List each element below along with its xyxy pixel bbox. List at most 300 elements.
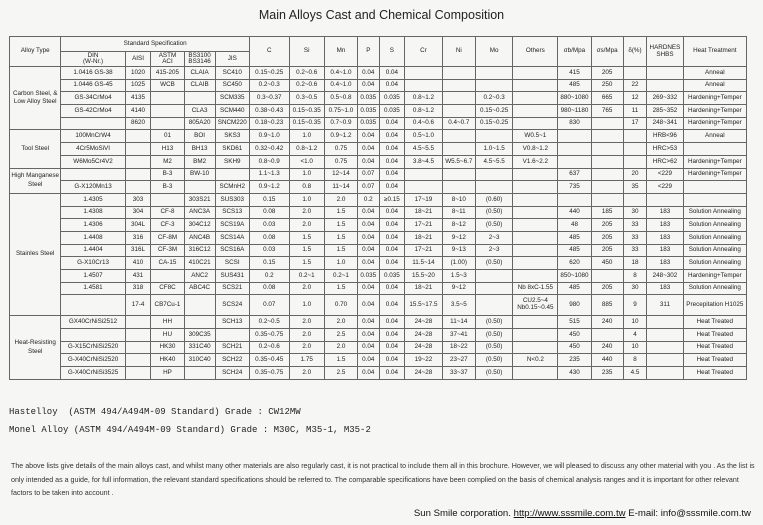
table-row <box>10 219 747 232</box>
cell-elongation: 30 <box>623 206 647 219</box>
cell-ni: 1.5~3 <box>442 270 475 283</box>
cell-si: <1.0 <box>289 155 324 168</box>
cell-astm: CA-15 <box>151 257 184 270</box>
cell-mn: 1.5 <box>324 282 357 295</box>
cell-jis: SCS19A <box>215 219 249 232</box>
cell-hardness: 248~302 <box>647 270 683 283</box>
cell-cr: 17~21 <box>405 219 442 232</box>
cell-din: 1.0446 GS-45 <box>61 79 125 92</box>
cell-mo: 2~3 <box>475 244 512 257</box>
cell-ni: 33~37 <box>442 367 475 380</box>
cell-mo <box>475 79 512 92</box>
cell-astm: CF8C <box>151 282 184 295</box>
cell-yield: 440 <box>591 354 623 367</box>
cell-hardness: 183 <box>647 282 683 295</box>
header-jis: JIS <box>215 52 249 67</box>
cell-mn: 12~14 <box>324 168 357 181</box>
cell-c: 0.07 <box>249 295 289 316</box>
cell-elongation: 8 <box>623 270 647 283</box>
table-row <box>10 67 747 80</box>
cell-tensile: 415 <box>558 67 591 80</box>
cell-mo: (0.50) <box>475 206 512 219</box>
cell-astm: HP <box>151 367 184 380</box>
cell-si: 0.15~0.35 <box>289 117 324 130</box>
cell-mn: 1.0 <box>324 257 357 270</box>
cell-si: 1.0 <box>289 295 324 316</box>
cell-c: 0.15 <box>249 193 289 206</box>
cell-jis: SKH9 <box>215 155 249 168</box>
cell-bs: 310C40 <box>184 354 215 367</box>
cell-bs: CLA3 <box>184 105 215 118</box>
cell-din: 4Cr5MoSiVI <box>61 143 125 156</box>
cell-c: 0.9~1.2 <box>249 181 289 194</box>
cell-mn: 0.7~0.9 <box>324 117 357 130</box>
cell-bs: 805A20 <box>184 117 215 130</box>
cell-heat-treatment: Heat Treated <box>683 316 746 329</box>
cell-hardness <box>647 193 683 206</box>
cell-cr <box>405 67 442 80</box>
cell-jis: SCS14A <box>215 231 249 244</box>
cell-aisi: 316 <box>125 231 151 244</box>
cell-bs <box>184 367 215 380</box>
cell-tensile: 515 <box>558 316 591 329</box>
cell-yield <box>591 329 623 342</box>
cell-jis: SCSI <box>215 257 249 270</box>
cell-jis: SCS16A <box>215 244 249 257</box>
cell-mo: (0.50) <box>475 341 512 354</box>
cell-yield: 240 <box>591 341 623 354</box>
cell-hardness: HRC>62 <box>647 155 683 168</box>
cell-din: G-X120Mn13 <box>61 181 125 194</box>
cell-din: GS-42CrMo4 <box>61 105 125 118</box>
cell-heat-treatment: Solution Annealing <box>683 282 746 295</box>
cell-heat-treatment: Solution Annealing <box>683 244 746 257</box>
cell-mo <box>475 181 512 194</box>
cell-cr: 17~19 <box>405 193 442 206</box>
cell-si: 2.0 <box>289 341 324 354</box>
cell-bs <box>184 295 215 316</box>
cell-cr: 0.4~0.6 <box>405 117 442 130</box>
cell-heat-treatment: Heat Treated <box>683 354 746 367</box>
cell-bs: BW-10 <box>184 168 215 181</box>
cell-ni: 9~12 <box>442 231 475 244</box>
cell-si: 1.0 <box>289 193 324 206</box>
cell-jis: SCM440 <box>215 105 249 118</box>
cell-din: GX40CrNiSi2512 <box>61 316 125 329</box>
cell-astm: CF-8M <box>151 231 184 244</box>
cell-bs: 309C35 <box>184 329 215 342</box>
cell-s: 0.04 <box>379 316 405 329</box>
cell-s: ≥0.15 <box>379 193 405 206</box>
cell-aisi <box>125 329 151 342</box>
cell-ni <box>442 79 475 92</box>
cell-aisi: 318 <box>125 282 151 295</box>
table-row <box>10 92 747 105</box>
cell-tensile: 830 <box>558 117 591 130</box>
cell-aisi <box>125 143 151 156</box>
cell-elongation <box>623 130 647 143</box>
cell-p: 0.04 <box>358 130 379 143</box>
table-row <box>10 231 747 244</box>
cell-mn: 2.0 <box>324 341 357 354</box>
alloy-group-heat: Heat-Resisting Steel <box>10 316 61 379</box>
cell-hardness: 183 <box>647 206 683 219</box>
header-others: Others <box>513 37 558 67</box>
cell-bs: BOI <box>184 130 215 143</box>
cell-tensile: 980~1180 <box>558 105 591 118</box>
cell-yield <box>591 168 623 181</box>
cell-ni: 0.4~0.7 <box>442 117 475 130</box>
cell-mo <box>475 282 512 295</box>
cell-mo: (0.50) <box>475 367 512 380</box>
cell-si: 0.8 <box>289 181 324 194</box>
cell-heat-treatment: Hardening+Temper <box>683 155 746 168</box>
cell-p: 0.07 <box>358 168 379 181</box>
cell-cr: 24~28 <box>405 329 442 342</box>
cell-din: G-X15CrNiSi2520 <box>61 341 125 354</box>
cell-elongation: 35 <box>623 181 647 194</box>
cell-mn: 0.4~1.0 <box>324 79 357 92</box>
cell-ni: 8~11 <box>442 206 475 219</box>
cell-jis: SCMnH2 <box>215 181 249 194</box>
cell-p: 0.04 <box>358 329 379 342</box>
cell-elongation: 11 <box>623 105 647 118</box>
table-row <box>10 244 747 257</box>
cell-hardness <box>647 316 683 329</box>
cell-mn: 0.75~1.0 <box>324 105 357 118</box>
cell-hardness: 269~332 <box>647 92 683 105</box>
cell-astm: CF-3M <box>151 244 184 257</box>
header-heat-treatment: Heat Treatment <box>683 37 746 67</box>
header-standard-spec: Standard Specification <box>61 37 250 52</box>
cell-astm <box>151 117 184 130</box>
cell-tensile <box>558 130 591 143</box>
cell-hardness: 285~352 <box>647 105 683 118</box>
cell-din: 1.4404 <box>61 244 125 257</box>
cell-aisi: 316L <box>125 244 151 257</box>
cell-din: W6Mo5Cr4V2 <box>61 155 125 168</box>
cell-bs: CLAIB <box>184 79 215 92</box>
cell-mn: 2.5 <box>324 367 357 380</box>
cell-c: 0.08 <box>249 282 289 295</box>
cell-astm: B-3 <box>151 168 184 181</box>
table-row <box>10 354 747 367</box>
cell-cr: 0.8~1.2 <box>405 92 442 105</box>
cell-s: 0.04 <box>379 206 405 219</box>
cell-mn: 1.5 <box>324 219 357 232</box>
cell-s: 0.035 <box>379 105 405 118</box>
header-alloy-type: Alloy Type <box>10 37 61 67</box>
cell-mo: 2~3 <box>475 231 512 244</box>
cell-elongation <box>623 143 647 156</box>
cell-cr <box>405 79 442 92</box>
hastelloy-note: Hastelloy (ASTM 494/A494M-09 Standard) Grade : CW12MW <box>9 407 301 417</box>
cell-bs: 410C21 <box>184 257 215 270</box>
cell-si: 1.5 <box>289 244 324 257</box>
cell-mo: (0.60) <box>475 193 512 206</box>
cell-mn: 1.5 <box>324 354 357 367</box>
cell-heat-treatment: Heat Treated <box>683 341 746 354</box>
cell-s: 0.04 <box>379 354 405 367</box>
cell-cr: 19~22 <box>405 354 442 367</box>
cell-yield: 205 <box>591 244 623 257</box>
cell-cr: 15.5~17.5 <box>405 295 442 316</box>
cell-tensile: 485 <box>558 79 591 92</box>
cell-others <box>513 168 558 181</box>
cell-mo <box>475 295 512 316</box>
cell-aisi <box>125 354 151 367</box>
cell-bs: 304C12 <box>184 219 215 232</box>
cell-aisi <box>125 130 151 143</box>
cell-jis <box>215 329 249 342</box>
cell-ni: 3.5~5 <box>442 295 475 316</box>
table-row <box>10 295 747 316</box>
cell-others <box>513 105 558 118</box>
cell-jis: SUS303 <box>215 193 249 206</box>
table-row <box>10 193 747 206</box>
cell-si: 2.0 <box>289 219 324 232</box>
cell-jis: SC410 <box>215 67 249 80</box>
cell-aisi <box>125 316 151 329</box>
cell-tensile: 980 <box>558 295 591 316</box>
cell-din: 1.4507 <box>61 270 125 283</box>
table-row <box>10 181 747 194</box>
alloy-group-stainless: Stainles Steel <box>10 193 61 316</box>
cell-elongation <box>623 193 647 206</box>
cell-elongation: 4 <box>623 329 647 342</box>
cell-astm: CB7Cu-1 <box>151 295 184 316</box>
cell-yield <box>591 130 623 143</box>
cell-jis <box>215 168 249 181</box>
cell-ni: 37~41 <box>442 329 475 342</box>
cell-cr: 18~21 <box>405 282 442 295</box>
page-title: Main Alloys Cast and Chemical Composition <box>258 8 505 22</box>
cell-p: 0.04 <box>358 79 379 92</box>
cell-cr: 18~21 <box>405 206 442 219</box>
cell-mo: (0.50) <box>475 329 512 342</box>
cell-astm: 01 <box>151 130 184 143</box>
cell-mo: (0.50) <box>475 354 512 367</box>
cell-si: 0.2~1 <box>289 270 324 283</box>
table-row <box>10 341 747 354</box>
cell-others: CU2.5~4 Nb0.15~0.45 <box>513 295 558 316</box>
cell-p: 0.04 <box>358 206 379 219</box>
cell-aisi: 4135 <box>125 92 151 105</box>
alloy-group-manganese: High Manganese Steel <box>10 168 61 193</box>
alloy-group-tool: Tool Steel <box>10 130 61 168</box>
cell-yield <box>591 143 623 156</box>
cell-din <box>61 117 125 130</box>
cell-others: V0.8~1.2 <box>513 143 558 156</box>
cell-p: 0.07 <box>358 181 379 194</box>
cell-mn: 0.70 <box>324 295 357 316</box>
cell-mo: 0.15~0.25 <box>475 105 512 118</box>
cell-ni <box>442 168 475 181</box>
cell-s: 0.04 <box>379 231 405 244</box>
cell-din: G-X10Cr13 <box>61 257 125 270</box>
cell-hardness <box>647 341 683 354</box>
cell-bs: ANC3A <box>184 206 215 219</box>
cell-hardness <box>647 354 683 367</box>
cell-others <box>513 244 558 257</box>
cell-c: 0.03 <box>249 244 289 257</box>
cell-mo: (0.50) <box>475 316 512 329</box>
cell-heat-treatment: Anneal <box>683 67 746 80</box>
cell-s: 0.04 <box>379 117 405 130</box>
cell-s: 0.04 <box>379 341 405 354</box>
cell-mn: 0.2~1 <box>324 270 357 283</box>
cell-others <box>513 193 558 206</box>
cell-c: 0.18~0.23 <box>249 117 289 130</box>
cell-cr: 4.5~5.5 <box>405 143 442 156</box>
cell-others: Nb 8xC-1.55 <box>513 282 558 295</box>
cell-mn: 0.5~0.8 <box>324 92 357 105</box>
cell-c: 0.08 <box>249 231 289 244</box>
cell-hardness: <229 <box>647 168 683 181</box>
cell-yield <box>591 181 623 194</box>
cell-heat-treatment: Hardening+Temper <box>683 168 746 181</box>
cell-ni <box>442 130 475 143</box>
cell-heat-treatment: Anneal <box>683 79 746 92</box>
cell-cr: 18~21 <box>405 231 442 244</box>
contact-line <box>0 508 751 519</box>
cell-mn: 0.9~1.2 <box>324 130 357 143</box>
cell-si: 2.0 <box>289 282 324 295</box>
cell-aisi: 303 <box>125 193 151 206</box>
cell-others <box>513 206 558 219</box>
cell-others <box>513 341 558 354</box>
cell-hardness: 248~341 <box>647 117 683 130</box>
cell-p: 0.04 <box>358 155 379 168</box>
cell-jis: SCS13 <box>215 206 249 219</box>
cell-others <box>513 117 558 130</box>
cell-mn: 2.0 <box>324 316 357 329</box>
cell-tensile: 485 <box>558 244 591 257</box>
cell-elongation: 33 <box>623 231 647 244</box>
cell-aisi: 410 <box>125 257 151 270</box>
cell-yield: 205 <box>591 67 623 80</box>
table-row <box>10 79 747 92</box>
website-link[interactable]: http://www.sssmile.com.tw <box>513 508 626 519</box>
cell-mn: 2.0 <box>324 193 357 206</box>
cell-c: 0.35~0.75 <box>249 367 289 380</box>
cell-bs: ANC4B <box>184 231 215 244</box>
cell-elongation: 12 <box>623 92 647 105</box>
cell-si: 0.3~0.5 <box>289 92 324 105</box>
cell-tensile: 48 <box>558 219 591 232</box>
cell-c: 0.2 <box>249 270 289 283</box>
cell-elongation: 30 <box>623 282 647 295</box>
cell-s: 0.04 <box>379 130 405 143</box>
cell-ni <box>442 67 475 80</box>
cell-mo: 0.2~0.3 <box>475 92 512 105</box>
cell-din: GS-34CrMo4 <box>61 92 125 105</box>
cell-hardness: 183 <box>647 244 683 257</box>
cell-hardness: 183 <box>647 231 683 244</box>
cell-si: 2.0 <box>289 206 324 219</box>
header-p: P <box>358 37 379 67</box>
cell-s: 0.04 <box>379 181 405 194</box>
table-row <box>10 117 747 130</box>
cell-si: 1.0 <box>289 168 324 181</box>
cell-yield: 205 <box>591 231 623 244</box>
cell-others: V1.6~2.2 <box>513 155 558 168</box>
cell-aisi: 304L <box>125 219 151 232</box>
cell-ni: 18~22 <box>442 341 475 354</box>
header-hardness: HARDNES SHBS <box>647 37 683 67</box>
cell-mo: 4.5~5.5 <box>475 155 512 168</box>
cell-elongation <box>623 67 647 80</box>
cell-yield <box>591 155 623 168</box>
cell-hardness <box>647 367 683 380</box>
cell-cr: 3.8~4.5 <box>405 155 442 168</box>
email-address[interactable]: E-mail: info@sssmile.com.tw <box>628 508 751 519</box>
cell-din <box>61 329 125 342</box>
cell-cr: 17~21 <box>405 244 442 257</box>
cell-p: 0.035 <box>358 105 379 118</box>
cell-jis: SCH22 <box>215 354 249 367</box>
cell-s: 0.04 <box>379 257 405 270</box>
cell-heat-treatment: Hardening+Temper <box>683 270 746 283</box>
cell-p: 0.04 <box>358 316 379 329</box>
cell-tensile: 485 <box>558 231 591 244</box>
header-mn: Mn <box>324 37 357 67</box>
cell-cr: 11.5~14 <box>405 257 442 270</box>
cell-astm: HU <box>151 329 184 342</box>
cell-p: 0.04 <box>358 282 379 295</box>
cell-c: 0.2~0.3 <box>249 79 289 92</box>
cell-elongation: 9 <box>623 295 647 316</box>
table-row <box>10 257 747 270</box>
cell-din: 1.0416 GS-38 <box>61 67 125 80</box>
cell-din: G-X40CrNiSi2520 <box>61 354 125 367</box>
cell-mn: 1.5 <box>324 244 357 257</box>
cell-heat-treatment: Heat Treated <box>683 367 746 380</box>
cell-heat-treatment: Precepitation H1025 <box>683 295 746 316</box>
cell-others <box>513 316 558 329</box>
cell-c: 0.9~1.0 <box>249 130 289 143</box>
cell-heat-treatment: Anneal <box>683 130 746 143</box>
cell-din: 1.4306 <box>61 219 125 232</box>
footnote: The above lists give details of the main alloys cast, and whilst many other materials are also regularly cast, it is not practical to include them all in this brochure. However, we will pleased to discuss any other material with you . As the list is only intended as a guide, for full information, the relevant standard specifications should be referred to. The comparable specifications have been complied on the basis of chemical analysis ranges and it is important for other relevant factors to be taken into account . <box>11 462 755 497</box>
cell-tensile <box>558 193 591 206</box>
cell-hardness: HRC>53 <box>647 143 683 156</box>
cell-p: 0.2 <box>358 193 379 206</box>
cell-heat-treatment: Hardening+Temper <box>683 105 746 118</box>
table-row <box>10 155 747 168</box>
cell-aisi: 1020 <box>125 67 151 80</box>
cell-others <box>513 329 558 342</box>
cell-astm: CF-3 <box>151 219 184 232</box>
header-yield: σs/Mpa <box>591 37 623 67</box>
cell-ni: (1.00) <box>442 257 475 270</box>
cell-ni: 23~27 <box>442 354 475 367</box>
cell-others <box>513 92 558 105</box>
cell-yield <box>591 193 623 206</box>
cell-jis: SKS3 <box>215 130 249 143</box>
table-row <box>10 270 747 283</box>
cell-others <box>513 181 558 194</box>
cell-mo: (0.50) <box>475 257 512 270</box>
cell-yield: 450 <box>591 257 623 270</box>
table-row <box>10 316 747 329</box>
header-s: S <box>379 37 405 67</box>
cell-elongation: 8 <box>623 354 647 367</box>
header-din: DIN (W-Nr.) <box>61 52 125 67</box>
cell-c: 0.35~0.75 <box>249 329 289 342</box>
cell-ni <box>442 181 475 194</box>
cell-yield: 665 <box>591 92 623 105</box>
